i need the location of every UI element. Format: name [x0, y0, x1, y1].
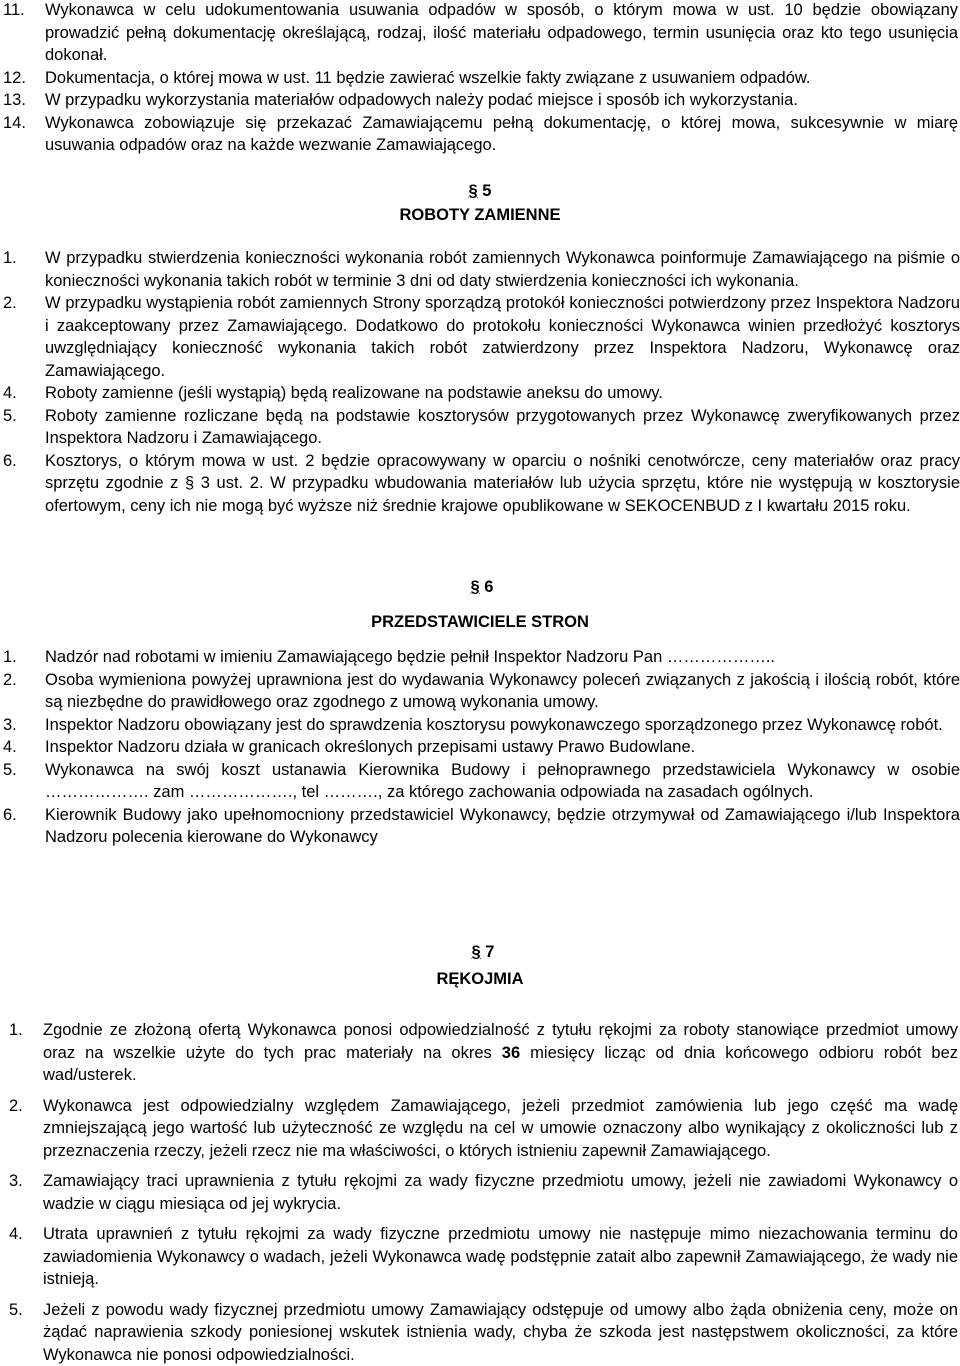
item-number: 3. — [0, 1170, 43, 1193]
section-title: ROBOTY ZAMIENNE — [0, 204, 960, 227]
paragraph-symbol: § — [472, 943, 481, 961]
list-item — [0, 67, 960, 90]
item-text: W przypadku wykorzystania materiałów odpadowych należy podać miejsce i sposób ich wykorzystania. — [45, 89, 960, 112]
list-item — [0, 382, 960, 405]
list-item — [0, 450, 960, 518]
item-number: 2. — [0, 1095, 43, 1118]
item-text: Wykonawca na swój koszt ustanawia Kierownika Budowy i pełnoprawnego przedstawiciela Wykonawcy w osobie ………………. zam ………………., tel ………., za którego zachowania odpowiada na zasadach ogólnych. — [45, 759, 960, 804]
item-text-part: miesięcy licząc od dnia końcowego odbioru robót bez wad/usterek. — [43, 1044, 958, 1085]
section-6-heading — [0, 576, 960, 633]
item-number: 12. — [0, 67, 45, 90]
item-text: Utrata uprawnień z tytułu rękojmi za wady fizyczne przedmiotu umowy nie następuje mimo niezachowania terminu do zawiadomienia Wykonawcy o wadach, jeżeli Wykonawca wadę podstępnie zatait albo zapewnił Zamawiającego, że wady nie istnieją. — [43, 1223, 960, 1291]
item-text: W przypadku wystąpienia robót zamiennych Strony sporządzą protokół konieczności potwierdzony przez Inspektora Nadzoru i zaakceptowany przez Zamawiającego. Dodatkowo do protokołu konieczności Wykonawca winien przedłożyć kosztorys uwzględniający konieczność wykonania takich robót zatwierdzony przez Inspektora Nadzoru, Wykonawcę oraz Zamawiającego. — [45, 292, 960, 382]
item-number: 1. — [0, 1019, 43, 1042]
item-number: 5. — [0, 405, 45, 428]
list-item — [0, 1170, 960, 1215]
list-item — [0, 736, 960, 759]
list-item — [0, 112, 960, 157]
list-item — [0, 759, 960, 804]
list-item — [0, 1299, 960, 1366]
warranty-months: 36 — [502, 1044, 520, 1062]
item-number: 4. — [0, 736, 45, 759]
item-number: 3. — [0, 714, 45, 737]
paragraph-number-value: 6 — [484, 578, 493, 596]
item-text: Jeżeli z powodu wady fizycznej przedmiotu umowy Zamawiający odstępuje od umowy albo żąda obniżenia ceny, może on żądać naprawienia szkody poniesionej wskutek istnienia wady, chyba że szkoda jest następstwem okoliczności, za które Wykonawca nie ponosi odpowiedzialności. — [43, 1299, 960, 1366]
item-number: 2. — [0, 669, 45, 692]
item-number: 1. — [0, 646, 45, 669]
paragraph-number-value: 7 — [485, 943, 494, 961]
clause-list-section-5 — [0, 247, 960, 517]
item-text: Nadzór nad robotami w imieniu Zamawiającego będzie pełnił Inspektor Nadzoru Pan ……………….. — [45, 646, 960, 669]
item-number: 11. — [0, 0, 45, 22]
item-number: 4. — [0, 1223, 43, 1246]
item-number: 5. — [0, 759, 45, 782]
item-number: 14. — [0, 112, 45, 135]
section-7-heading — [0, 941, 960, 990]
item-text: Inspektor Nadzoru działa w granicach określonych przepisami ustawy Prawo Budowlane. — [45, 736, 960, 759]
list-item — [0, 405, 960, 450]
clause-list-section-7 — [0, 1019, 960, 1366]
item-number: 1. — [0, 247, 45, 270]
item-number: 6. — [0, 804, 45, 827]
paragraph-number — [0, 941, 960, 964]
item-text: Wykonawca zobowiązuje się przekazać Zamawiającemu pełną dokumentację, o której mowa, sukcesywnie w miarę usuwania odpadów oraz na każde wezwanie Zamawiającego. — [45, 112, 960, 157]
item-number: 13. — [0, 89, 45, 112]
list-item — [0, 247, 960, 292]
section-5-heading — [0, 180, 960, 226]
list-item — [0, 714, 960, 737]
item-number: 4. — [0, 382, 45, 405]
item-number: 6. — [0, 450, 45, 473]
clause-list-section-6 — [0, 646, 960, 849]
item-number: 5. — [0, 1299, 43, 1322]
item-text: Dokumentacja, o której mowa w ust. 11 będzie zawierać wszelkie fakty związane z usuwaniem odpadów. — [45, 67, 960, 90]
item-text: Roboty zamienne rozliczane będą na podstawie kosztorysów przygotowanych przez Wykonawcę zweryfikowanych przez Inspektora Nadzoru i Zamawiającego. — [45, 405, 960, 450]
item-text: Wykonawca w celu udokumentowania usuwania odpadów w sposób, o którym mowa w ust. 10 będzie obowiązany prowadzić pełną dokumentację określającą, rodzaj, ilość materiału odpadowego, termin usunięcia oraz kto tego usunięcia dokonał. — [45, 0, 960, 67]
section-title: PRZEDSTAWICIELE STRON — [0, 611, 960, 634]
list-item — [0, 646, 960, 669]
paragraph-number — [0, 180, 960, 203]
item-text: Kosztorys, o którym mowa w ust. 2 będzie opracowywany w oparciu o nośniki cenotwórcze, ceny materiałów oraz pracy sprzętu zgodnie z § 3 ust. 2. W przypadku wbudowania materiałów lub użycia sprzętu, które nie występują w kosztorysie ofertowym, ceny ich nie mogą być wyższe niż średnie krajowe opublikowane w SEKOCENBUD z I kwartału 2015 roku. — [45, 450, 960, 518]
item-text: Wykonawca jest odpowiedzialny względem Zamawiającego, jeżeli przedmiot zamówienia lub jego część ma wadę zmniejszającą jego wartość lub użyteczność ze względu na cel w umowie oznaczony albo wynikający z okoliczności lub z przeznaczenia rzeczy, jeżeli rzecz nie ma właściwości, o których istnieniu zapewnił Zamawiającego. — [43, 1095, 960, 1163]
paragraph-number — [0, 576, 960, 599]
paragraph-number-value: 5 — [482, 182, 491, 200]
list-item — [0, 0, 960, 67]
item-text: Zamawiający traci uprawnienia z tytułu rękojmi za wady fizyczne przedmiotu umowy, jeżeli nie zawiadomi Wykonawcy o wadzie w ciągu miesiąca od jej wykrycia. — [43, 1170, 960, 1215]
item-text — [43, 1019, 960, 1087]
item-text: Kierownik Budowy jako upełnomocniony przedstawiciel Wykonawcy, będzie otrzymywał od Zamawiającego i/lub Inspektora Nadzoru polecenia kierowane do Wykonawcy — [45, 804, 960, 849]
item-text: Roboty zamienne (jeśli wystąpią) będą realizowane na podstawie aneksu do umowy. — [45, 382, 960, 405]
list-item — [0, 1223, 960, 1291]
list-item — [0, 804, 960, 849]
list-item — [0, 1095, 960, 1163]
section-title: RĘKOJMIA — [0, 968, 960, 991]
clause-list-top — [0, 0, 960, 157]
item-text: W przypadku stwierdzenia konieczności wykonania robót zamiennych Wykonawca poinformuje Zamawiającego na piśmie o konieczności wykonania takich robót w terminie 3 dni od daty stwierdzenia konieczności ich wykonania. — [45, 247, 960, 292]
item-number: 2. — [0, 292, 45, 315]
item-text: Inspektor Nadzoru obowiązany jest do sprawdzenia kosztorysu powykonawczego sporządzonego przez Wykonawcę robót. — [45, 714, 960, 737]
item-text: Osoba wymieniona powyżej uprawniona jest do wydawania Wykonawcy poleceń związanych z jakością i ilością robót, które są niezbędne do prawidłowego oraz zgodnego z umową wykonania umowy. — [45, 669, 960, 714]
list-item — [0, 669, 960, 714]
list-item — [0, 89, 960, 112]
list-item — [0, 292, 960, 382]
item-text-part: Zgodnie ze złożoną ofertą Wykonawca ponosi odpowiedzialność z tytułu rękojmi za roboty stanowiące przedmiot umowy oraz na wszelkie użyte do tych prac materiały na okres — [43, 1021, 958, 1062]
paragraph-symbol: § — [471, 578, 480, 596]
list-item — [0, 1019, 960, 1087]
paragraph-symbol: § — [469, 182, 478, 200]
